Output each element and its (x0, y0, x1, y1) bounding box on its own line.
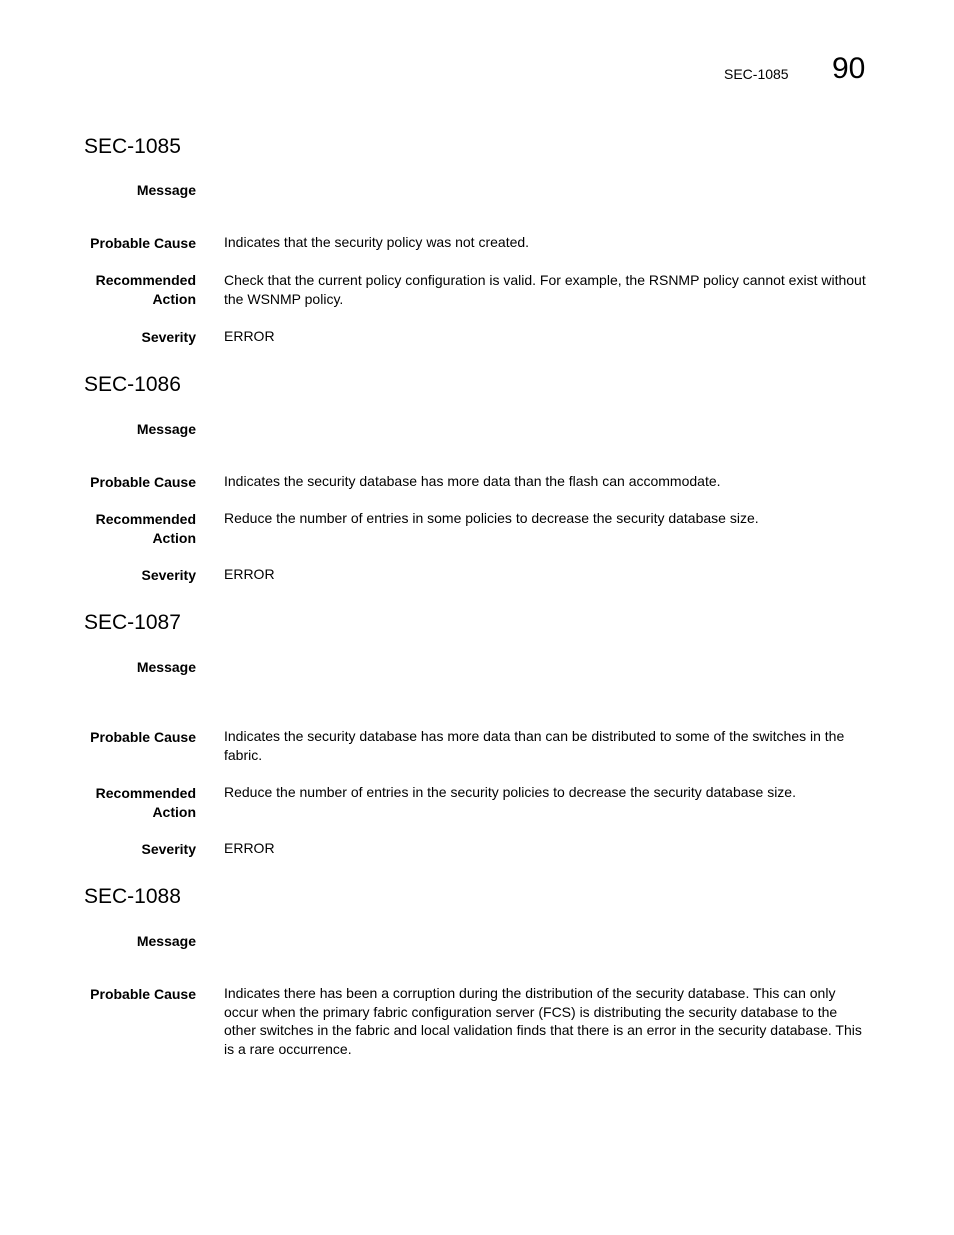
recommended-action-label: Recommended Action (95, 272, 196, 307)
header-page-number: 90 (832, 52, 866, 85)
probable-cause-label: Probable Cause (90, 235, 196, 251)
severity-label: Severity (141, 329, 196, 345)
message-label: Message (136, 659, 196, 675)
recommended-action-label: Recommended Action (95, 785, 196, 820)
recommended-action-text: Reduce the number of entries in some policies to decrease the security database size. (224, 510, 759, 526)
message-label: Message (136, 182, 196, 198)
probable-cause-text: Indicates the security database has more data than the flash can accommodate. (224, 473, 721, 489)
recommended-action-text: Check that the current policy configuration is valid. For example, the RSNMP policy cannot exist without the WSNMP policy. (224, 272, 866, 307)
recommended-action-label: Recommended Action (95, 511, 196, 546)
probable-cause-label: Probable Cause (90, 986, 196, 1002)
probable-cause-text: Indicates there has been a corruption during the distribution of the security database. This can only occur when the primary fabric configuration server (FCS) is distributing the security database to the other switches in the fabric and local validation finds that there is an error in the security database. This is a rare occurrence. (224, 985, 862, 1057)
message-label: Message (136, 933, 196, 949)
section-title: SEC-1085 (84, 135, 181, 158)
severity-label: Severity (141, 841, 196, 857)
probable-cause-text: Indicates the security database has more data than can be distributed to some of the switches in the fabric. (224, 728, 845, 763)
probable-cause-label: Probable Cause (90, 474, 196, 490)
header-section-code: SEC-1085 (724, 66, 789, 82)
probable-cause-text: Indicates that the security policy was not created. (224, 234, 530, 250)
severity-label: Severity (141, 567, 196, 583)
section-title: SEC-1086 (84, 373, 181, 396)
recommended-action-text: Reduce the number of entries in the security policies to decrease the security database size. (224, 784, 796, 800)
severity-value: ERROR (224, 328, 275, 344)
section-title: SEC-1088 (84, 885, 181, 908)
message-label: Message (136, 421, 196, 437)
section-title: SEC-1087 (84, 611, 181, 634)
severity-value: ERROR (224, 566, 275, 582)
severity-value: ERROR (224, 840, 275, 856)
probable-cause-label: Probable Cause (90, 729, 196, 745)
